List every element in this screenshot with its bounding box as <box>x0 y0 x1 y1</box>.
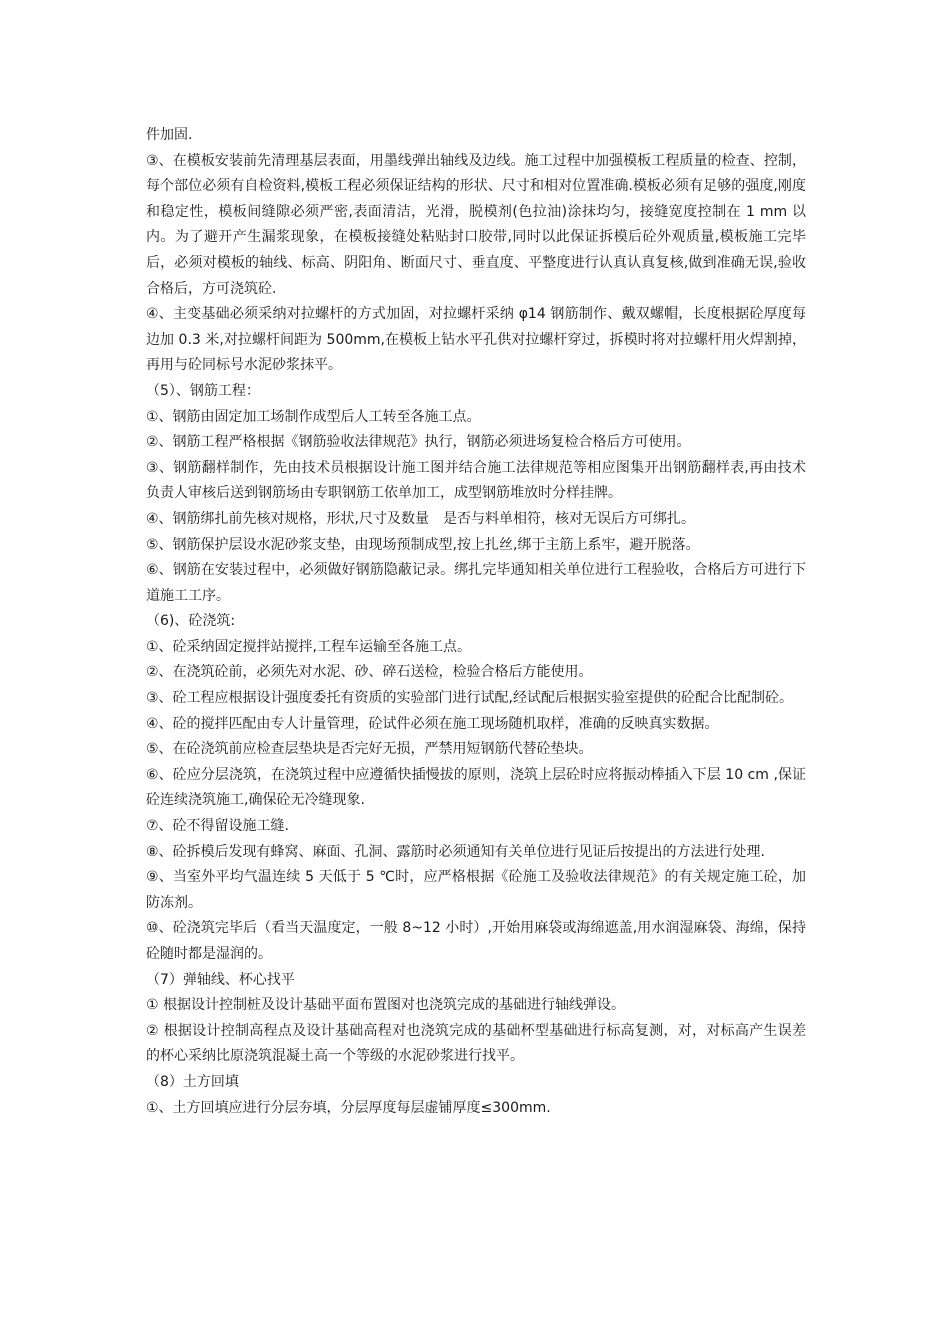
paragraph-15: ⑤、在砼浇筑前应检查层垫块是否完好无损，严禁用短钢筋代替砼垫块。 <box>146 741 593 758</box>
paragraph-7: ④、钢筋绑扎前先核对规格，形状,尺寸及数量 是否与料单相符，核对无误后方可绑扎。 <box>146 510 695 527</box>
paragraph-1: ③、在模板安装前先清理基层表面，用墨线弹出轴线及边线。施工过程中加强模板工程质量的检查、控制，每个部位必须有自检资料,模板工程必须保证结构的形状、尺寸和相对位置准确.模板必须有足够的强度,刚度和稳定性，模板间缝隙必须严密,表面清洁，光滑，脱模剂(色拉油)涂抹均匀，接缝宽度控制在 1 mm 以内。为了避开产生漏浆现象，在模板接缝处粘贴封口胶带,同时以此保证拆模后砼外观质量,模板施工完毕后，必须对模板的轴线、标高、阴阳角、断面尺寸、垂直度、平整度进行认真认真复核,做到准确无误,验收合格后，方可浇筑砼. <box>146 152 806 297</box>
paragraph-22: ① 根据设计控制桩及设计基础平面布置图对也浇筑完成的基础进行轴线弹设。 <box>146 997 625 1014</box>
paragraph-16: ⑥、砼应分层浇筑，在浇筑过程中应遵循快插慢拔的原则，浇筑上层砼时应将振动棒插入下层 10 cm ,保证砼连续浇筑施工,确保砼无冷缝现象. <box>146 766 806 809</box>
paragraph-23: ② 根据设计控制高程点及设计基础高程对也浇筑完成的基础杯型基础进行标高复测，对，对标高产生误差的杯心采纳比原浇筑混凝土高一个等级的水泥砂浆进行找平。 <box>146 1022 806 1065</box>
paragraph-8: ⑤、钢筋保护层设水泥砂浆支垫，由现场预制成型,按上扎丝,绑于主筋上系牢，避开脱落。 <box>146 536 700 553</box>
paragraph-13: ③、砼工程应根据设计强度委托有资质的实验部门进行试配,经试配后根据实验室提供的砼配合比配制砼。 <box>146 690 793 707</box>
document-body <box>146 123 806 1121</box>
paragraph-19: ⑨、当室外平均气温连续 5 天低于 5 ℃时，应严格根据《砼施工及验收法律规范》的有关规定施工砼，加防冻剂。 <box>146 869 806 911</box>
paragraph-20: ⑩、砼浇筑完毕后（看当天温度定，一般 8~12 小时）,开始用麻袋或海绵遮盖,用水润湿麻袋、海绵，保持砼随时都是湿润的。 <box>146 920 806 962</box>
paragraph-9: ⑥、钢筋在安装过程中，必须做好钢筋隐蔽记录。绑扎完毕通知相关单位进行工程验收，合格后方可进行下道施工工序。 <box>146 562 806 604</box>
paragraph-18: ⑧、砼拆模后发现有蜂窝、麻面、孔洞、露筋时必须通知有关单位进行见证后按提出的方法进行处理. <box>146 843 765 860</box>
paragraph-0: 件加固. <box>146 127 193 143</box>
paragraph-17: ⑦、砼不得留设施工缝. <box>146 818 290 835</box>
section-heading-6: （6)、砼浇筑: <box>146 613 236 630</box>
paragraph-5: ②、钢筋工程严格根据《钢筋验收法律规范》执行，钢筋必须进场复检合格后方可使用。 <box>146 434 691 451</box>
paragraph-6: ③、钢筋翻样制作，先由技术员根据设计施工图并结合施工法律规范等相应图集开出钢筋翻样表,再由技术负责人审核后送到钢筋场由专职钢筋工依单加工，成型钢筋堆放时分样挂牌。 <box>146 459 806 502</box>
paragraph-11: ①、砼采纳固定搅拌站搅拌,工程车运输至各施工点。 <box>146 638 471 655</box>
section-heading-5: （5）、钢筋工程： <box>146 382 260 399</box>
paragraph-14: ④、砼的搅拌匹配由专人计量管理，砼试件必须在施工现场随机取样，准确的反映真实数据。 <box>146 715 719 732</box>
paragraph-25: ①、土方回填应进行分层夯填，分层厚度每层虚铺厚度≤300mm. <box>146 1099 551 1116</box>
section-heading-7: （7）弹轴线、杯心找平 <box>146 971 295 988</box>
paragraph-12: ②、在浇筑砼前，必须先对水泥、砂、碎石送检，检验合格后方能使用。 <box>146 664 593 681</box>
paragraph-2: ④、主变基础必须采纳对拉螺杆的方式加固，对拉螺杆采纳 φ14 钢筋制作、戴双螺帽，长度根据砼厚度每边加 0.3 米,对拉螺杆间距为 500mm,在模板上钻水平孔供对拉螺杆穿过，拆模时将对拉螺杆用火焊割掉，再用与砼同标号水泥砂浆抹平。 <box>146 306 806 374</box>
paragraph-4: ①、钢筋由固定加工场制作成型后人工转至各施工点。 <box>146 408 481 425</box>
section-heading-8: （8）土方回填 <box>146 1073 239 1090</box>
